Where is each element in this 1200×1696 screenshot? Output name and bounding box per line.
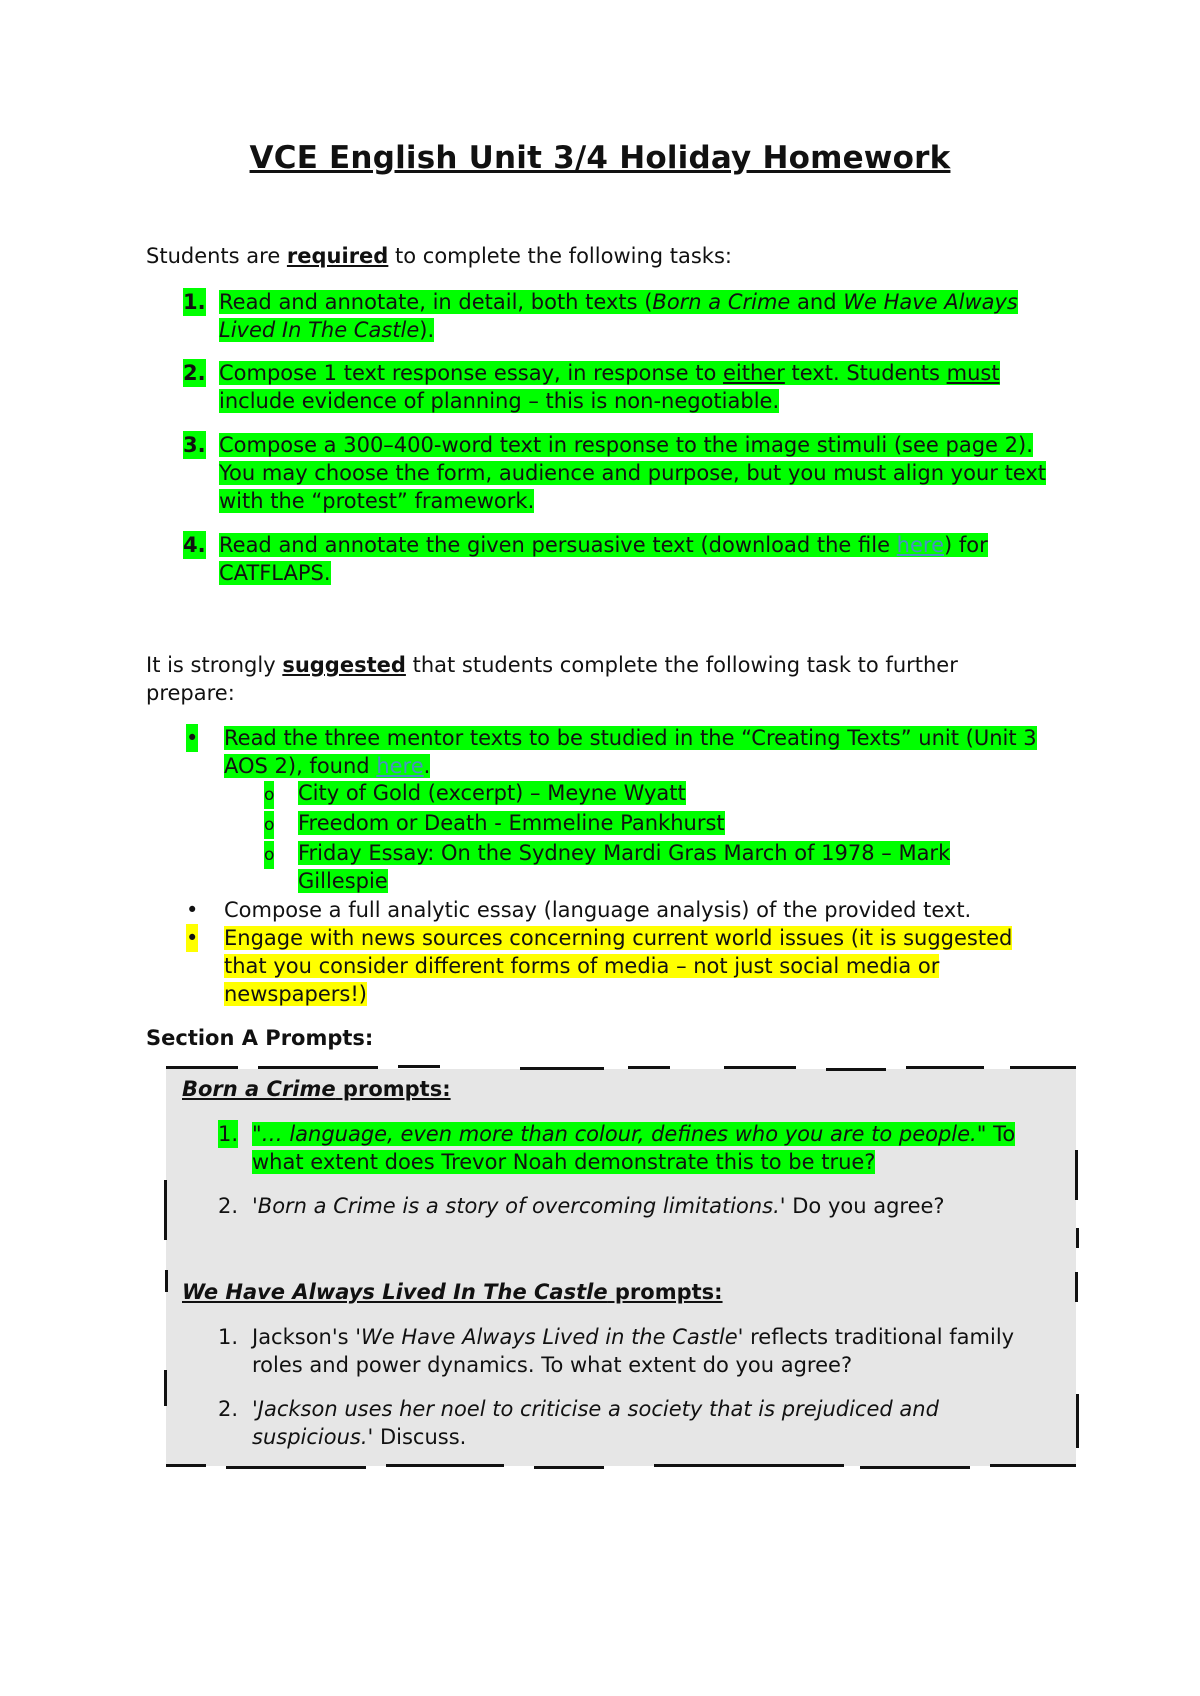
born-a-crime-heading: Born a Crime prompts: [182,1077,451,1101]
required-emphasis: required [286,244,389,268]
page-title: VCE English Unit 3/4 Holiday Homework [249,140,951,176]
suggested-emphasis: suggested [282,653,406,677]
either-emphasis: either [722,361,785,385]
mentor-texts-link[interactable]: here [376,754,424,778]
section-a-heading: Section A Prompts: [146,1026,374,1050]
document-page: VCE English Unit 3/4 Holiday Homework Students are required to complete the following tasks: 1. Read and annotate, in detail, both texts (Born a Crime and We Have Always Lived In The Castle). 2. Compose 1 text response essay, in response to either text. Students must include evidence of planning – this is non-negotiable. 3. Compose a 300–400-word text in response to the image stimuli (see page 2). You may choose the form, audience and purpose, but you must align your text with the “protest” framework. 4. Read and annotate the given persuasive text (download the file here) for CATFLAPS. It is strongly suggested that students complete the following task to further prepare: • Read the three mentor texts to be studied in the “Creating Texts” unit (Unit 3 AOS 2), found here. o City of Gold (excerpt) – Meyne Wyatt o Freedom or Death - Emmeline Pankhurst o Friday Essay: On the Sydney Mardi Gras March of 1978 – Mark Gillespie • Compose a full analytic essay (language analysis) of the provided text. • Engage with news sources concerning current world issues (it is suggested that you consider different forms of media – not just social media or newspapers!) Section A Prompts: Born a Crime prompts: 1. "… language, even more than colour, defines who you are to people." To what extent does Trevor Noah demonstrate this to be true? 2. 'Born a Crime is a story of overcoming limitations.' Do you agree? We Have Always Lived In The Castle prompts: 1. Jackson's 'We Have Always Lived in the Castle' reflects traditional family roles and power dynamics. To what extent do you agree? 2. 'Jackson uses her noel to criticise a society that is prejudiced and suspicious.' Discuss. [0,0,1200,1696]
persuasive-text-link[interactable]: here [896,533,944,557]
castle-heading: We Have Always Lived In The Castle prompts: [182,1280,723,1304]
must-emphasis: must [946,361,1000,385]
box-border [166,1066,238,1069]
required-intro: Students are required to complete the following tasks: [146,244,732,268]
suggested-intro: It is strongly suggested that students complete the following task to further prepare: [146,653,958,705]
